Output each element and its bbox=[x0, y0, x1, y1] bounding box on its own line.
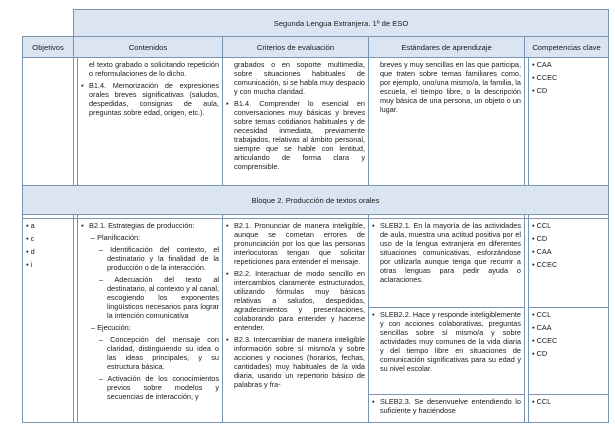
block-title-row bbox=[23, 186, 609, 215]
ejecucion-label: – Ejecución: bbox=[91, 323, 131, 332]
criterio-b23: ▪ B2.3. Intercambiar de manera inteligible información sobre sí mismo/a y sobre acciones y nociones (horarios, fechas, cantidades) muy habituales de la vida diaria, usando un repertorio básico de palabras y fra- bbox=[226, 335, 365, 389]
list-item: ▪ CCL bbox=[532, 397, 552, 406]
objetivos-list bbox=[26, 221, 70, 269]
competencias-cell bbox=[529, 219, 609, 423]
estandares-lead: breves y muy sencillas en las que participa, que traten sobre temas familiares como, por ejemplo, uno/una mismo/a, la familia, la escuela, el tiempo libre, o la descripción muy básica de una persona, un objeto o un lugar. bbox=[380, 60, 521, 114]
contenidos-b14: ▪ B1.4. Memorización de expresiones orales breves significativas (saludos, despedidas, consignas de aula, preguntas sobre edad, origen, etc.). bbox=[81, 81, 219, 117]
list-item: ▪ CAA bbox=[532, 247, 552, 256]
list-item: ▪ CCEC bbox=[532, 336, 558, 345]
header-competencias: Competencias clave bbox=[525, 37, 609, 58]
plan-item: – Adecuación del texto al destinatario, al contexto y al canal, escogiendo los exponentes lingüísticos necesarios para lograr la intención comunicativa bbox=[99, 275, 220, 320]
list-item: ▪ a bbox=[26, 221, 35, 230]
list-item: ▪ CD bbox=[532, 86, 548, 95]
table-row bbox=[23, 58, 609, 186]
list-item: ▪ d bbox=[26, 247, 35, 256]
list-item: ▪ i bbox=[26, 260, 33, 269]
list-item: ▪ CCEC bbox=[532, 260, 558, 269]
estandares-cell bbox=[369, 219, 525, 423]
empty-corner bbox=[23, 10, 74, 37]
header-objetivos: Objetivos bbox=[23, 37, 74, 58]
criterios-b14: ▪ B1.4. Comprender lo esencial en conversaciones muy básicas y breves sobre temas cotidianos habituales y de necesidad inmediata, previamente trabajados, relativas al ámbito personal, siempre que se hable con lentitud, articulando de forma clara y comprensible. bbox=[226, 99, 365, 171]
contenidos-lead: el texto grabado o solicitando repetición o reformulaciones de lo dicho. bbox=[89, 60, 219, 78]
competencias-list bbox=[532, 60, 605, 95]
column-header-row bbox=[23, 37, 609, 58]
list-item: ▪ CAA bbox=[532, 323, 552, 332]
contenidos-b21: ▪ B2.1. Estrategias de producción: bbox=[81, 221, 195, 230]
objetivos-cell bbox=[23, 58, 74, 186]
criterio-b22: ▪ B2.2. Interactuar de modo sencillo en intercambios claramente estructurados, utilizando fórmulas muy básicas relativas a saludos, despedidas, agradecimientos y presentaciones, colaborando para entender y hacerse entender. bbox=[226, 269, 365, 332]
header-contenidos: Contenidos bbox=[74, 37, 223, 58]
list-item: ▪ CD bbox=[532, 234, 548, 243]
list-item: ▪ CCL bbox=[532, 310, 552, 319]
competencias-list bbox=[532, 310, 605, 358]
criterios-cell bbox=[223, 219, 369, 423]
title-row bbox=[23, 10, 609, 37]
list-item: ▪ CAA bbox=[532, 60, 552, 69]
contenidos-cell bbox=[78, 219, 223, 423]
planificacion-label: – Planificación: bbox=[91, 233, 141, 242]
competencias-list bbox=[532, 221, 605, 269]
estandar-sleb23: ▪ SLEB2.3. Se desenvuelve entendiendo lo suficiente y haciéndose bbox=[372, 397, 521, 415]
curriculum-table bbox=[22, 9, 609, 423]
estandar-sleb22: ▪ SLEB2.2. Hace y responde inteligiblemente y con acciones colaborativas, preguntas sencillas sobre sí mismo/a y sobre actividades muy comunes de la vida diaria y del tiempo libre en situaciones de comunicación significativas para su edad y su nivel escolar. bbox=[372, 310, 521, 373]
table-row bbox=[23, 219, 609, 423]
competencias-list bbox=[532, 397, 605, 406]
header-criterios: Criterios de evaluación bbox=[223, 37, 369, 58]
criterio-b21: ▪ B2.1. Pronunciar de manera inteligible, aunque se cometan errores de pronunciación por los que las personas interlocutoras tengan que solicitar repeticiones para entender el mensaje. bbox=[226, 221, 365, 266]
criterios-lead: grabados o en soporte multimedia, sobre situaciones habituales de comunicación, si se habla muy despacio y con mucha claridad. bbox=[234, 60, 365, 96]
estandar-sleb21: ▪ SLEB2.1. En la mayoría de las actividades de aula, muestra una actitud positiva por el uso de la lengua extranjera en diferentes situaciones comunicativas, esforzándose por utilizarla aunque tenga que recurrir a otras lenguas para pedir ayuda o aclaraciones. bbox=[372, 221, 521, 284]
competencias-cell bbox=[529, 58, 609, 186]
contenidos-cell bbox=[78, 58, 223, 186]
bloque2-title: Bloque 2. Producción de textos orales bbox=[23, 186, 609, 215]
header-estandares: Estándares de aprendizaje bbox=[369, 37, 525, 58]
list-item: ▪ CCL bbox=[532, 221, 552, 230]
ejec-item: – Concepción del mensaje con claridad, distinguiendo su idea o las ideas principales, y su estructura básica. bbox=[99, 335, 219, 371]
criterios-cell bbox=[223, 58, 369, 186]
list-item: ▪ c bbox=[26, 234, 35, 243]
ejec-item: – Activación de los conocimientos previos sobre modelos y secuencias de interacción, y bbox=[99, 374, 219, 401]
list-item: ▪ CD bbox=[532, 349, 548, 358]
table-title: Segunda Lengua Extranjera. 1º de ESO bbox=[74, 10, 609, 37]
objetivos-cell bbox=[23, 219, 74, 423]
plan-item: – Identificación del contexto, el destinatario y la finalidad de la producción o de la interacción. bbox=[99, 245, 219, 272]
list-item: ▪ CCEC bbox=[532, 73, 558, 82]
estandares-cell bbox=[369, 58, 525, 186]
